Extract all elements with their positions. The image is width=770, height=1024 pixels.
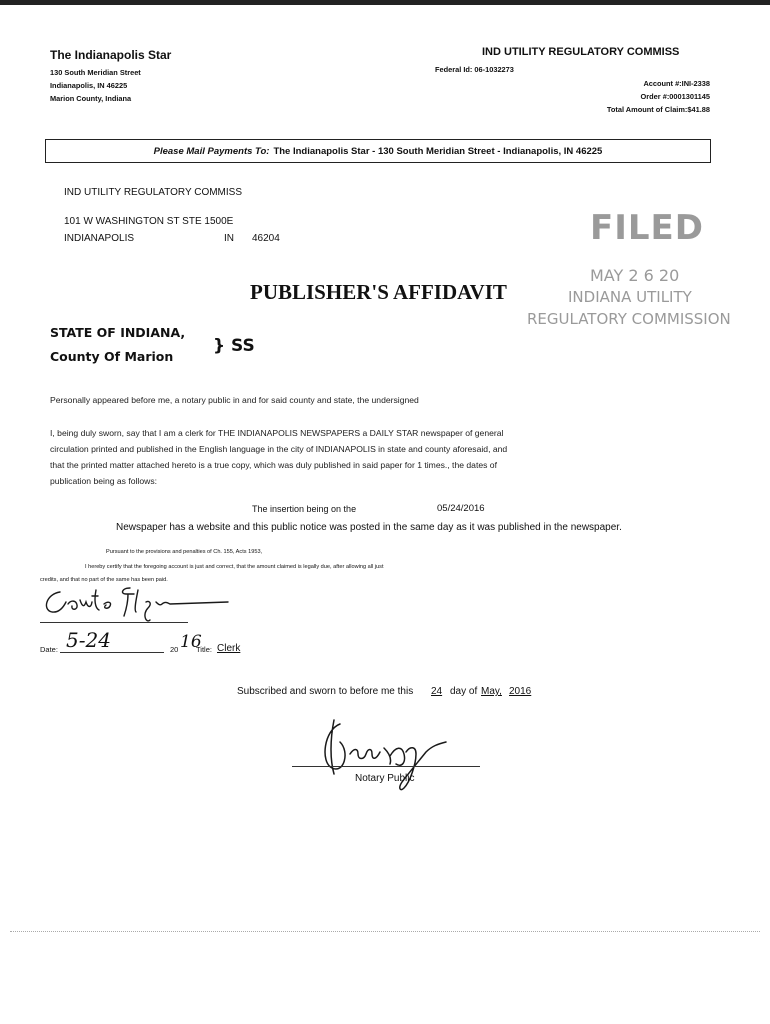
subscribed-day: 24 <box>431 686 443 697</box>
stamp-line-1: INDIANA UTILITY <box>568 288 692 306</box>
affidavit-title: PUBLISHER'S AFFIDAVIT <box>250 280 507 304</box>
website-notice: Newspaper has a website and this public notice was posted in the same day as it was published in the newspaper. <box>116 522 622 533</box>
subscribed-text: Subscribed and sworn to before me this <box>237 686 414 697</box>
filed-stamp: FILED <box>590 208 704 248</box>
date-handwritten: 5-24 <box>66 628 111 652</box>
publisher-name: The Indianapolis Star <box>50 48 172 62</box>
account-number: Account #:INI-2338 <box>643 79 710 88</box>
publisher-address-2: Indianapolis, IN 46225 <box>50 81 128 90</box>
client-name: IND UTILITY REGULATORY COMMISS <box>482 46 680 58</box>
addressee-street: 101 W WASHINGTON ST STE 1500E <box>64 216 234 227</box>
venue-ss: } SS <box>213 336 255 356</box>
federal-id: Federal Id: 06-1032273 <box>435 65 514 74</box>
scan-artifact-line <box>10 931 760 932</box>
certify-line-2: I hereby certify that the foregoing account is just and correct, that the amount claimed is legally due, after allowing all just <box>85 564 384 570</box>
addressee-name: IND UTILITY REGULATORY COMMISS <box>64 187 242 198</box>
sworn-line-1: I, being duly sworn, say that I am a clerk for THE INDIANAPOLIS NEWSPAPERS a DAILY STAR newspaper of general <box>50 428 504 438</box>
addressee-state: IN <box>224 233 234 244</box>
venue-state: STATE OF INDIANA, <box>50 325 186 340</box>
appeared-paragraph: Personally appeared before me, a notary public in and for said county and state, the undersigned <box>50 395 419 405</box>
sworn-line-3: that the printed matter attached hereto is a true copy, which was duly published in said paper for 1 times., the dates of <box>50 460 497 470</box>
notary-signature <box>310 712 490 798</box>
publisher-address-1: 130 South Meridian Street <box>50 68 141 77</box>
sworn-line-2: circulation printed and published in the English language in the city of INDIANAPOLIS in state and county aforesaid, and <box>50 444 508 454</box>
sworn-line-4: publication being as follows: <box>50 476 158 486</box>
certify-line-1: Pursuant to the provisions and penalties of Ch. 155, Acts 1953, <box>106 549 263 555</box>
addressee-zip: 46204 <box>252 233 280 244</box>
notary-label: Notary Public <box>355 773 415 784</box>
venue-county: County Of Marion <box>50 349 174 364</box>
notary-line <box>292 766 480 767</box>
addressee-city: INDIANAPOLIS <box>64 233 135 244</box>
subscribed-year: 2016 <box>509 686 532 697</box>
mail-payments-box <box>45 139 711 163</box>
order-number: Order #:0001301145 <box>640 92 710 101</box>
insertion-date: 05/24/2016 <box>437 503 485 514</box>
mail-payments-address: The Indianapolis Star - 130 South Meridian Street - Indianapolis, IN 46225 <box>273 145 603 157</box>
subscribed-day-suffix: day of <box>450 686 478 697</box>
total-amount: Total Amount of Claim:$41.88 <box>606 105 710 114</box>
subscribed-month: May, <box>481 686 502 697</box>
stamp-line-2: REGULATORY COMMISSION <box>527 310 731 328</box>
signature-line <box>40 622 188 623</box>
scan-top-edge <box>0 0 770 5</box>
year-prefix: 20 <box>170 645 179 654</box>
date-label: Date: <box>40 645 58 654</box>
insertion-label: The insertion being on the <box>252 504 357 514</box>
certify-line-3: credits, and that no part of the same has been paid. <box>40 577 168 583</box>
year-handwritten: 16 <box>180 632 202 652</box>
date-underline <box>60 652 164 653</box>
title-label: Title: <box>196 645 212 654</box>
mail-payments-label: Please Mail Payments To: <box>153 145 270 157</box>
stamp-date: MAY 2 6 20 <box>590 266 680 285</box>
publisher-address-3: Marion County, Indiana <box>50 94 132 103</box>
title-value: Clerk <box>217 643 241 654</box>
